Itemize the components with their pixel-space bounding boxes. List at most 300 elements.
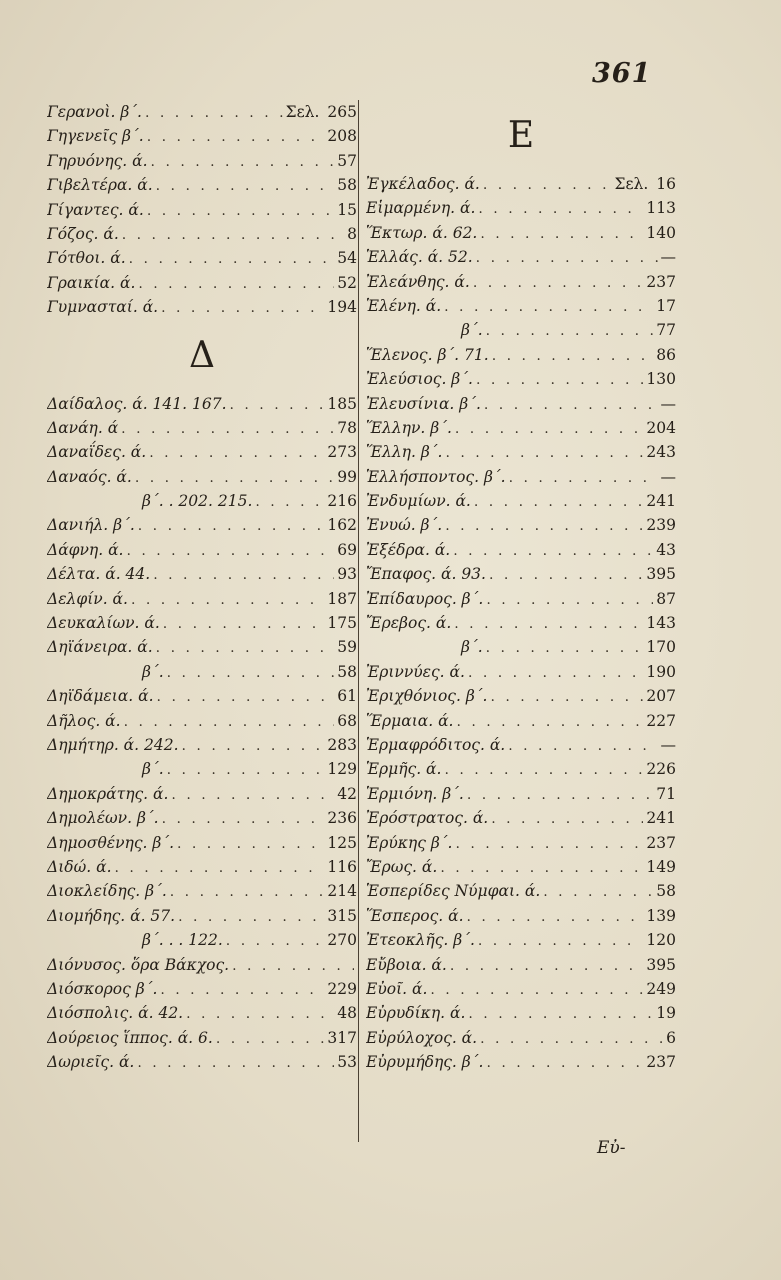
entry-page-number: 241 <box>646 492 676 511</box>
entry-page-number: 53 <box>337 1053 357 1072</box>
entry-label: Δούρειος ἵππος. ά. 6. <box>47 1028 213 1047</box>
entry-label: Διδώ. ά. <box>47 857 112 876</box>
leader-dots <box>473 271 644 294</box>
entry-label: Ἐριννύες. ά. <box>366 662 465 681</box>
leader-dots <box>115 856 325 879</box>
leader-dots <box>486 636 644 659</box>
leader-dots <box>444 758 643 781</box>
entry-label: Δαίδαλος. ά. 141. 167. <box>47 394 227 413</box>
entry-page-number: 175 <box>327 614 357 633</box>
index-entry <box>366 270 676 294</box>
leader-dots <box>467 905 644 928</box>
entry-page-number: 6 <box>666 1028 676 1047</box>
entry-label: Γότθοι. ά. <box>47 249 126 268</box>
entry-label: Δέλτα. ά. 44. <box>47 565 151 584</box>
index-entry <box>47 782 357 806</box>
entry-label: Ἐλεάνθης. ά. <box>366 272 470 291</box>
entry-page-number: 16 <box>656 175 676 193</box>
leader-dots <box>486 588 653 611</box>
entry-label: Γίγαντες. ά. <box>47 200 144 219</box>
entry-label: β΄. . 202. 215. <box>142 492 253 511</box>
index-entry <box>47 489 357 513</box>
entry-page-number: 58 <box>656 882 676 901</box>
index-entry <box>366 367 676 391</box>
entry-page-number: 19 <box>656 1004 676 1023</box>
entry-page-number: 216 <box>327 492 357 511</box>
entry-page-number: 93 <box>337 565 357 584</box>
index-entry <box>47 100 357 124</box>
entry-label: Διομήδης. ά. 57. <box>47 906 176 925</box>
leader-dots <box>509 466 658 489</box>
index-entry <box>366 635 676 659</box>
index-entry <box>47 562 357 586</box>
entry-label: Δηϊδάμεια. ά. <box>47 687 154 706</box>
entry-label: Γραικία. ά. <box>47 273 136 292</box>
entry-page-number: 149 <box>646 857 676 876</box>
index-entry <box>366 343 676 367</box>
leader-dots <box>153 563 334 586</box>
entry-label: Δανιήλ. β΄. <box>47 516 135 535</box>
entry-label: Γόζος. ά. <box>47 224 119 243</box>
index-entry <box>366 611 676 635</box>
leader-dots <box>508 734 657 757</box>
entry-page-number: 42 <box>337 784 357 803</box>
entry-page-number: 237 <box>646 272 676 291</box>
entry-page-number: 113 <box>646 199 676 218</box>
epsilon-entries <box>366 172 676 1074</box>
entry-label: Ἑσπερίδες Νύμφαι. ά. <box>366 882 541 901</box>
leader-dots <box>455 417 644 440</box>
entry-page-number: 214 <box>327 882 357 901</box>
leader-dots <box>163 612 325 635</box>
leader-dots <box>476 368 643 391</box>
entry-label: β΄. . . 122. <box>142 931 223 950</box>
entry-label: Ἐνυώ. β΄. <box>366 516 443 535</box>
leader-dots <box>137 1051 334 1074</box>
entry-page-number: — <box>660 467 676 486</box>
index-entry <box>47 1001 357 1025</box>
entry-label: Δαναΐδες. ά. <box>47 443 147 462</box>
entry-label: Ἕσπερος. ά. <box>366 906 464 925</box>
leader-dots <box>162 807 325 830</box>
index-entry <box>366 1001 676 1025</box>
entry-label: Δανάη. ά <box>47 418 119 437</box>
index-entry <box>366 684 676 708</box>
index-entry <box>47 904 357 928</box>
index-entry <box>366 562 676 586</box>
index-entry <box>47 928 357 952</box>
entry-label: Ἐρύκης β΄. <box>366 833 453 852</box>
entry-page-number: 243 <box>646 443 676 462</box>
entry-label: Ἕλλη. β΄. <box>366 443 443 462</box>
entry-page-number: 52 <box>337 273 357 292</box>
entry-page-number: 87 <box>656 589 676 608</box>
index-entry <box>47 1050 357 1074</box>
entry-page-number: 317 <box>327 1028 357 1047</box>
entry-label: Δάφνη. ά. <box>47 540 124 559</box>
leader-dots <box>486 319 654 342</box>
entry-page-number: 48 <box>337 1004 357 1023</box>
entry-page-number: 140 <box>646 223 676 242</box>
index-entry <box>47 879 357 903</box>
index-entry <box>366 245 676 269</box>
entry-page-number: — <box>660 735 676 754</box>
index-entry <box>47 660 357 684</box>
index-entry <box>47 635 357 659</box>
entry-page-number: 15 <box>337 200 357 219</box>
leader-dots <box>216 1027 325 1050</box>
entry-page-number: 239 <box>646 516 676 535</box>
leader-dots <box>124 710 335 733</box>
entry-label: Εὐρυδίκη. ά. <box>366 1004 466 1023</box>
entry-page-number: 59 <box>337 638 357 657</box>
leader-dots <box>167 661 335 684</box>
entry-page-number: 194 <box>327 298 357 317</box>
leader-dots <box>186 1002 334 1025</box>
page-number: 361 <box>592 58 652 89</box>
index-entry <box>47 977 357 1001</box>
entry-label: β΄. <box>461 638 483 657</box>
index-entry <box>366 294 676 318</box>
index-entry <box>47 611 357 635</box>
leader-dots <box>171 783 334 806</box>
entry-page-number: 229 <box>327 979 357 998</box>
entry-label: Ἑρμῆς. ά. <box>366 760 442 779</box>
index-entry <box>47 513 357 537</box>
leader-dots <box>543 880 653 903</box>
index-entry <box>366 513 676 537</box>
entry-label: Ἐξέδρα. ά. <box>366 540 451 559</box>
leader-dots <box>467 783 653 806</box>
index-entry <box>47 173 357 197</box>
entry-label: Διόνυσος. ὅρα Βάκχος. <box>47 955 230 974</box>
entry-label: Δαναός. ά. <box>47 467 132 486</box>
index-entry <box>47 831 357 855</box>
delta-entries <box>47 392 357 1075</box>
entry-page-number: 17 <box>656 296 676 315</box>
index-entry <box>366 440 676 464</box>
entry-label: Ἐνδυμίων. ά. <box>366 492 471 511</box>
leader-dots <box>489 563 643 586</box>
leader-dots <box>478 929 644 952</box>
entry-label: Ἔπαφος. ά. 93. <box>366 565 486 584</box>
entry-page-number: 99 <box>337 467 357 486</box>
entry-page-number: 187 <box>327 589 357 608</box>
leader-dots <box>430 978 643 1001</box>
entry-page-number: 265 <box>327 103 357 121</box>
entry-page-number: 273 <box>327 443 357 462</box>
entry-label: Ἔρως. ά. <box>366 857 438 876</box>
entry-page-number: 8 <box>347 224 357 243</box>
leader-dots <box>156 174 335 197</box>
leader-dots <box>474 490 644 513</box>
entry-page-number: 129 <box>327 760 357 779</box>
entry-label: Διόσπολις. ά. 42. <box>47 1004 184 1023</box>
index-entry <box>47 124 357 148</box>
leader-dots <box>157 685 335 708</box>
entry-page-number: 208 <box>327 127 357 146</box>
entry-page-number: 69 <box>337 540 357 559</box>
index-entry <box>47 295 357 319</box>
index-entry <box>47 733 357 757</box>
leader-dots <box>232 954 354 977</box>
entry-page-number: — <box>660 394 676 413</box>
entry-page-number: 236 <box>327 809 357 828</box>
leader-dots <box>480 1027 663 1050</box>
leader-dots <box>444 295 653 318</box>
index-entry <box>366 879 676 903</box>
section-heading-epsilon: Ε <box>507 115 535 156</box>
entry-label: Ἐτεοκλῆς. β΄. <box>366 931 475 950</box>
entry-label: Ἑρμιόνη. β΄. <box>366 784 464 803</box>
entry-page-number: 395 <box>646 955 676 974</box>
entry-page-number: 78 <box>337 418 357 437</box>
leader-dots <box>129 247 335 270</box>
entry-label: Γερανοὶ. β΄. <box>47 103 142 121</box>
index-entry <box>366 221 676 245</box>
index-entry <box>47 465 357 489</box>
entry-label: Δημολέων. β΄. <box>47 809 159 828</box>
entry-label: β΄. <box>142 662 164 681</box>
index-entry <box>366 660 676 684</box>
entry-page-number: 226 <box>646 760 676 779</box>
entry-label: β΄. <box>142 760 164 779</box>
entry-page-number: 270 <box>327 931 357 950</box>
index-entry <box>366 806 676 830</box>
index-entry <box>366 977 676 1001</box>
index-entry <box>47 198 357 222</box>
leader-dots <box>456 710 643 733</box>
leader-dots <box>161 296 324 319</box>
entry-label: Ἐλεύσιος. β΄. <box>366 370 473 389</box>
leader-dots <box>177 832 324 855</box>
entry-label: Ἕλενος. β΄. 71. <box>366 345 489 364</box>
entry-label: Ἐρόστρατος. ά. <box>366 809 489 828</box>
left-column <box>47 100 357 1074</box>
entry-page-number: 237 <box>646 1053 676 1072</box>
index-entry <box>366 489 676 513</box>
leader-dots <box>445 514 643 537</box>
entry-label: Ἐπίδαυρος. β΄. <box>366 589 484 608</box>
index-entry <box>366 1050 676 1074</box>
leader-dots <box>453 539 653 562</box>
entry-label: Εὐοῖ. ά. <box>366 979 428 998</box>
index-entry <box>366 392 676 416</box>
leader-dots <box>178 905 324 928</box>
index-entry <box>47 271 357 295</box>
entry-label: Ἑλλήσποντος. β΄. <box>366 467 506 486</box>
entry-label: Ἕκτωρ. ά. 62. <box>366 223 478 242</box>
entry-label: Γηρυόνης. ά. <box>47 151 148 170</box>
entry-page-number: 315 <box>327 906 357 925</box>
leader-dots <box>126 539 334 562</box>
entry-page-number: 185 <box>327 394 357 413</box>
entry-page-number: 58 <box>337 662 357 681</box>
entry-label: Δημοσθένης. β΄. <box>47 833 174 852</box>
entry-label: Ἑλένη. ά. <box>366 296 442 315</box>
entry-page-number: 207 <box>646 687 676 706</box>
leader-dots <box>468 1002 653 1025</box>
entry-label: Διόσκορος β΄. <box>47 979 158 998</box>
index-entry <box>47 587 357 611</box>
leader-dots <box>445 441 643 464</box>
index-entry <box>366 318 676 342</box>
index-entry <box>366 782 676 806</box>
entry-page-number: 58 <box>337 176 357 195</box>
leader-dots <box>145 101 283 124</box>
entry-label: Ἕλλην. β΄. <box>366 418 452 437</box>
leader-dots <box>490 685 643 708</box>
leader-dots <box>455 832 643 855</box>
leader-dots <box>131 588 324 611</box>
leader-dots <box>480 222 643 245</box>
index-entry <box>47 953 357 977</box>
page-ref-label: Σελ. <box>614 175 649 193</box>
index-entry <box>366 855 676 879</box>
entry-label: Εὐρύλοχος. ά. <box>366 1028 478 1047</box>
entry-page-number: 120 <box>646 931 676 950</box>
entry-label: β΄. <box>461 321 483 340</box>
index-entry <box>366 465 676 489</box>
entry-page-number: 241 <box>646 809 676 828</box>
page-ref-label: Σελ. <box>285 103 320 121</box>
leader-dots <box>255 490 324 513</box>
leader-dots <box>160 978 324 1001</box>
entry-label: Διοκλείδης. β΄. <box>47 882 167 901</box>
leader-dots <box>182 734 325 757</box>
index-entry <box>366 757 676 781</box>
entry-page-number: 77 <box>656 321 676 340</box>
index-entry <box>47 416 357 440</box>
entry-label: Δωριεῖς. ά. <box>47 1053 135 1072</box>
index-entry <box>47 222 357 246</box>
entry-label: Εἱμαρμένη. ά. <box>366 199 476 218</box>
index-entry <box>366 538 676 562</box>
entry-label: Ἐγκέλαδος. ά. <box>366 175 480 193</box>
entry-label: Ἑρμαφρόδιτος. ά. <box>366 735 506 754</box>
entry-page-number: 143 <box>646 614 676 633</box>
entry-page-number: 71 <box>656 784 676 803</box>
leader-dots <box>147 199 334 222</box>
index-entry <box>366 587 676 611</box>
entry-page-number: 237 <box>646 833 676 852</box>
leader-dots <box>170 880 325 903</box>
leader-dots <box>476 246 658 269</box>
index-entry <box>47 684 357 708</box>
leader-dots <box>450 954 644 977</box>
entry-label: Δῆλος. ά. <box>47 711 121 730</box>
index-entry <box>366 928 676 952</box>
leader-dots <box>138 514 325 537</box>
index-entry <box>47 392 357 416</box>
leader-dots <box>492 344 654 367</box>
index-entry <box>366 416 676 440</box>
index-entry <box>366 709 676 733</box>
column-divider <box>358 100 359 1142</box>
index-entry <box>47 757 357 781</box>
index-entry <box>47 855 357 879</box>
leader-dots <box>454 612 643 635</box>
index-entry <box>366 196 676 220</box>
entry-label: Δελφίν. ά. <box>47 589 128 608</box>
leader-dots <box>486 1051 643 1074</box>
entry-page-number: 54 <box>337 249 357 268</box>
leader-dots <box>121 417 334 440</box>
leader-dots <box>483 173 612 196</box>
entry-label: Εὔβοια. ά. <box>366 955 447 974</box>
leader-dots <box>230 393 325 416</box>
entry-page-number: 283 <box>327 735 357 754</box>
entry-page-number: 57 <box>337 151 357 170</box>
right-column <box>366 100 676 1074</box>
entry-label: Ἐλευσίνια. β΄. <box>366 394 481 413</box>
entry-label: Δημοκράτης. ά. <box>47 784 169 803</box>
gamma-entries <box>47 100 357 320</box>
entry-page-number: 395 <box>646 565 676 584</box>
entry-label: Εὐρυμήδης. β΄. <box>366 1053 484 1072</box>
entry-label: Γιβελτέρα. ά. <box>47 176 153 195</box>
entry-label: Ἑλλάς. ά. 52. <box>366 248 473 267</box>
leader-dots <box>440 856 643 879</box>
leader-dots <box>135 466 334 489</box>
entry-label: Δηϊάνειρα. ά. <box>47 638 153 657</box>
index-entry <box>47 806 357 830</box>
leader-dots <box>149 441 324 464</box>
entry-page-number: 190 <box>646 662 676 681</box>
index-entry <box>366 953 676 977</box>
index-entry <box>366 733 676 757</box>
leader-dots <box>147 125 325 148</box>
entry-page-number: 43 <box>656 540 676 559</box>
catchword: Εὐ- <box>597 1138 626 1158</box>
entry-page-number: 162 <box>327 516 357 535</box>
entry-label: Δημήτηρ. ά. 242. <box>47 735 179 754</box>
index-entry <box>47 246 357 270</box>
entry-page-number: 61 <box>337 687 357 706</box>
leader-dots <box>167 758 325 781</box>
index-entry <box>366 1026 676 1050</box>
leader-dots <box>151 150 335 173</box>
index-entry <box>47 1026 357 1050</box>
leader-dots <box>138 272 334 295</box>
index-entry <box>47 538 357 562</box>
entry-page-number: 68 <box>337 711 357 730</box>
index-entry <box>47 149 357 173</box>
entry-label: Ἐριχθόνιος. β΄. <box>366 687 488 706</box>
leader-dots <box>226 929 325 952</box>
entry-label: Δευκαλίων. ά. <box>47 614 160 633</box>
entry-label: Γηγενεῖς β΄. <box>47 127 144 146</box>
leader-dots <box>478 197 643 220</box>
entry-page-number: 170 <box>646 638 676 657</box>
index-entry <box>366 904 676 928</box>
index-entry <box>366 172 676 196</box>
entry-label: Ἕρμαια. ά. <box>366 711 454 730</box>
entry-page-number: 116 <box>327 857 357 876</box>
leader-dots <box>156 636 335 659</box>
leader-dots <box>484 393 658 416</box>
entry-page-number: 125 <box>327 833 357 852</box>
entry-page-number: 130 <box>646 370 676 389</box>
entry-page-number: 227 <box>646 711 676 730</box>
entry-page-number: 139 <box>646 906 676 925</box>
entry-page-number: 249 <box>646 979 676 998</box>
entry-label: Ἔρεβος. ά. <box>366 614 452 633</box>
leader-dots <box>468 661 643 684</box>
leader-dots <box>491 807 643 830</box>
index-entry <box>47 440 357 464</box>
leader-dots <box>122 223 344 246</box>
